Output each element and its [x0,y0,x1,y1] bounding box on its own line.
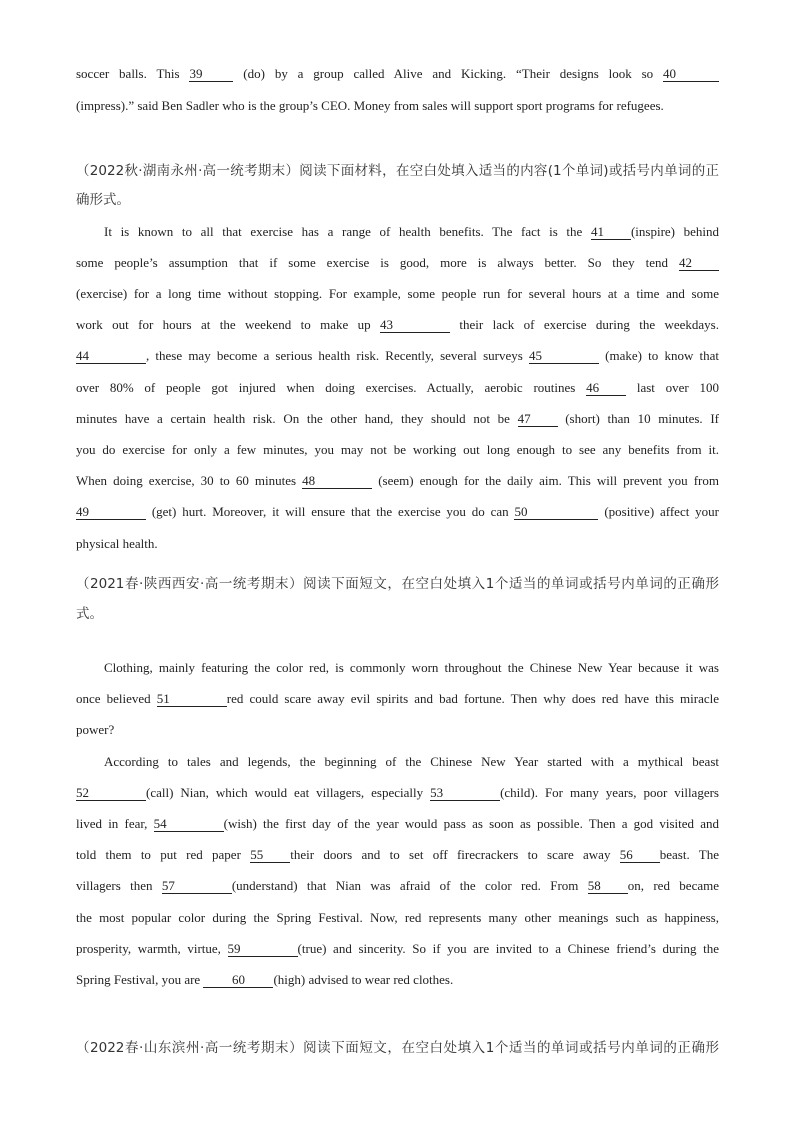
blank-44[interactable]: 44 [76,349,146,364]
passage-line [76,754,719,770]
passage-source: （2022春·山东滨州·高一统考期末）阅读下面短文，在空白处填入1个适当的单词或括号内单词的正确形 [76,1040,719,1056]
line-text: power? [76,722,115,737]
passage-line [76,224,719,240]
line-text: villagers then [76,878,162,893]
passage-line [76,972,719,988]
line-text: (short) than 10 minutes. If [557,411,719,426]
line-text: (impress).” said Ben Sadler who is the group’s CEO. Money from sales will support sport programs for refugees. [76,98,664,113]
line-text: over 80% of people got injured when doing exercises. Actually, aerobic routines [76,380,587,395]
blank-47[interactable]: 47 [518,412,558,427]
line-text: prosperity, warmth, virtue, [76,941,228,956]
blank-53[interactable]: 53 [430,786,500,801]
line-text: Spring Festival, you are [76,972,204,987]
passage-line [76,504,719,520]
line-text: some people’s assumption that if some exercise is good, more is always better. So they tend [76,255,679,270]
blank-51[interactable]: 51 [157,692,227,707]
line-text: According to tales and legends, the beginning of the Chinese New Year started with a mythical beast [104,754,719,769]
line-text: (inspire) behind [630,224,720,239]
line-text: once believed [76,691,157,706]
line-text: (understand) that Nian was afraid of the color red. From [231,878,588,893]
line-text: soccer balls. This [76,66,190,81]
line-text: told them to put red paper [76,847,251,862]
passage-line [76,286,719,302]
passage-line [76,816,719,832]
passage-line [76,691,719,707]
line-text: work out for hours at the weekend to make up [76,317,381,332]
passage-line [76,941,719,957]
line-text: (get) hurt. Moreover, it will ensure that the exercise you do can [146,504,515,519]
blank-59[interactable]: 59 [228,942,298,957]
passage-source: （2021春·陕西西安·高一统考期末）阅读下面短文，在空白处填入1个适当的单词或括号内单词的正确形 [76,576,719,592]
blank-50[interactable]: 50 [514,505,598,520]
blank-46[interactable]: 46 [586,381,626,396]
passage-source-cont: 确形式。 [76,192,130,208]
passage-line [76,348,719,364]
line-text: their lack of exercise during the weekdays. [450,317,719,332]
blank-39[interactable]: 39 [189,67,233,82]
passage-line [76,255,719,271]
line-text: (call) Nian, which would eat villagers, especially [146,785,431,800]
line-text: red could scare away evil spirits and bad fortune. Then why does red have this miracle [226,691,719,706]
passage-line [76,660,719,676]
passage-line [76,910,719,926]
passage-line [76,722,719,738]
line-text: you do exercise for only a few minutes, you may not be working out long enough to see any benefits from it. [76,442,719,457]
blank-41[interactable]: 41 [591,225,631,240]
blank-58[interactable]: 58 [588,879,628,894]
blank-40[interactable]: 40 [663,67,719,82]
blank-54[interactable]: 54 [154,817,224,832]
passage-line [76,847,719,863]
line-text: When doing exercise, 30 to 60 minutes [76,473,303,488]
line-text: (wish) the first day of the year would pass as soon as possible. Then a god visited and [223,816,719,831]
blank-42[interactable]: 42 [679,256,719,271]
line-text: (make) to know that [598,348,720,363]
line-text: minutes have a certain health risk. On the other hand, they should not be [76,411,518,426]
line-text: (do) by a group called Alive and Kicking. “Their designs look so [233,66,663,81]
blank-48[interactable]: 48 [302,474,372,489]
line-text: , these may become a serious health risk. Recently, several surveys [146,348,529,363]
passage-line [76,380,719,396]
blank-55[interactable]: 55 [250,848,290,863]
line-text: Clothing, mainly featuring the color red, is commonly worn throughout the Chinese New Year because it was [104,660,719,675]
blank-49[interactable]: 49 [76,505,146,520]
line-text: beast. The [659,847,719,862]
passage-line [76,411,719,427]
passage-line [76,473,719,489]
line-text: lived in fear, [76,816,154,831]
passage-line [76,442,719,458]
blank-52[interactable]: 52 [76,786,146,801]
line-text: (high) advised to wear red clothes. [273,972,454,987]
passage-line [76,878,719,894]
passage-line [76,98,719,114]
line-text: (exercise) for a long time without stopping. For example, some people run for several hours at a time and some [76,286,719,301]
blank-57[interactable]: 57 [162,879,232,894]
passage-line [76,785,719,801]
passage-source: （2022秋·湖南永州·高一统考期末）阅读下面材料，在空白处填入适当的内容(1个单词)或括号内单词的正 [76,163,719,179]
line-text: (true) and sincerity. So if you are invited to a Chinese friend’s during the [297,941,719,956]
passage-line [76,317,719,333]
line-text: physical health. [76,536,158,551]
line-text: last over 100 [626,380,719,395]
blank-60[interactable]: 60 [203,973,273,988]
line-text: their doors and to set off firecrackers to scare away [290,847,620,862]
passage-source-cont: 式。 [76,606,103,622]
passage-line [76,536,719,552]
blank-43[interactable]: 43 [380,318,450,333]
blank-56[interactable]: 56 [620,848,660,863]
line-text: the most popular color during the Spring Festival. Now, red represents many other meanings such as happiness, [76,910,719,925]
line-text: (child). For many years, poor villagers [500,785,719,800]
line-text: (positive) affect your [598,504,719,519]
blank-45[interactable]: 45 [529,349,599,364]
line-text: (seem) enough for the daily aim. This will prevent you from [372,473,719,488]
line-text: on, red became [627,878,719,893]
line-text: It is known to all that exercise has a range of health benefits. The fact is the [104,224,591,239]
passage-line [76,66,719,82]
